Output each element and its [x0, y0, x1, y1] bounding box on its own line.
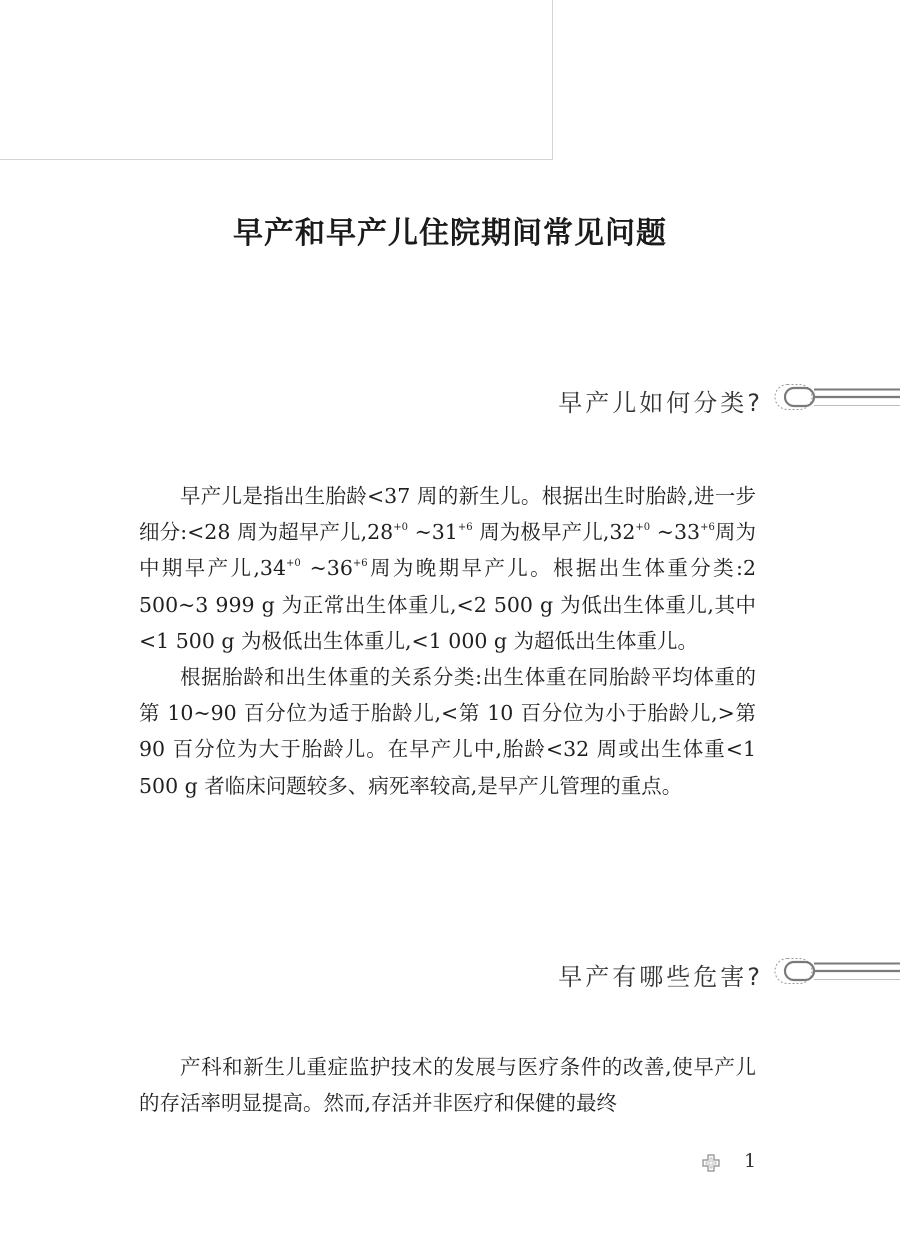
text-run: 产科和新生儿重症监护技术的发展与医疗条件的改善,使早产儿的存活率明显提高。然而,存活并非医疗和保健的最终 [139, 1055, 756, 1116]
body-paragraph [139, 478, 756, 659]
superscript: +6 [352, 558, 368, 570]
text-run: ~36 [300, 556, 353, 581]
superscript: +6 [457, 522, 473, 534]
body-paragraph [139, 659, 756, 804]
chapter-title: 早产和早产儿住院期间常见问题 [233, 216, 667, 251]
section-heading-hazards [0, 955, 900, 995]
superscript: +0 [285, 558, 301, 570]
text-run: 根据胎龄和出生体重的关系分类:出生体重在同胎龄平均体重的第 10~90 百分位为适于胎龄儿,<第 10 百分位为小于胎龄儿,>第 90 百分位为大于胎龄儿。在早产儿中,胎龄<32 周或出生体重<1 500 g 者临床问题较多、病死率较高,是早产儿管理的重点。 [139, 665, 756, 798]
text-run: 早产儿是指出生胎龄<37 周的新生儿。根据出生时胎龄,进一步细分:<28 周为超早产儿,28 [139, 484, 756, 545]
stethoscope-tube-icon [772, 955, 900, 987]
body-paragraph [139, 1049, 756, 1121]
section-title: 早产有哪些危害? [558, 963, 763, 991]
superscript: +6 [700, 522, 715, 534]
superscript: +0 [635, 522, 651, 534]
text-run: ~33 [650, 520, 701, 545]
text-run: 周为极早产儿,32 [472, 520, 636, 545]
superscript: +0 [393, 522, 408, 534]
text-run: 周为中期早产儿,34 [139, 520, 757, 581]
corner-frame [0, 0, 553, 160]
stethoscope-tube-icon [772, 381, 900, 413]
page-number: 1 [744, 1150, 757, 1172]
section-heading-classification [0, 381, 900, 421]
section-body-hazards [139, 1049, 756, 1121]
text-run: ~31 [407, 520, 458, 545]
text-run: 周为晚期早产儿。根据出生体重分类:2 500~3 999 g 为正常出生体重儿,<2 500 g 为低出生体重儿,其中<1 500 g 为极低出生体重儿,<1 000 g 为超低出生体重儿。 [139, 556, 756, 653]
section-title: 早产儿如何分类? [558, 389, 763, 417]
section-body-classification [139, 478, 756, 804]
page-footer [700, 1150, 780, 1180]
medical-cross-icon [702, 1154, 720, 1172]
